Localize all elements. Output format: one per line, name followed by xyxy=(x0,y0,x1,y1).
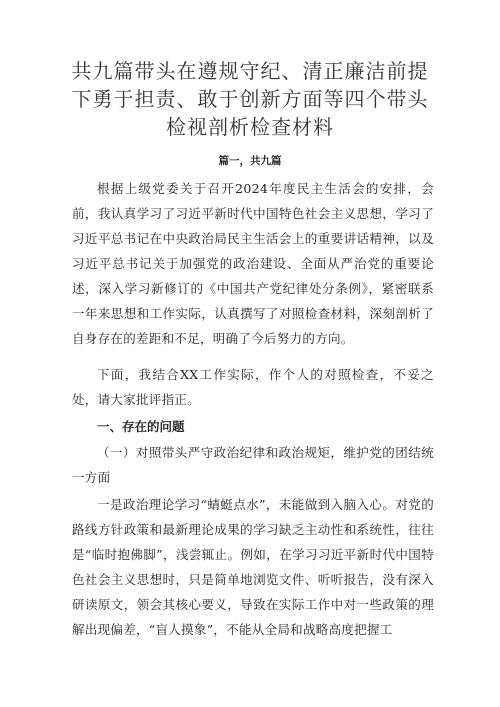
section-heading: 一、存在的问题 xyxy=(97,419,185,434)
document-title: 共九篇带头在遵规守纪、清正廉洁前提下勇于担责、敢于创新方面等四个带头检视剖析检查材料 xyxy=(71,59,429,139)
body-paragraph: 一是政治理论学习“蜻蜓点水”，未能做到入脑入心。对党的路线方针政策和最新理论成果的学习缺乏主动性和系统性，往往是“临时抱佛脚”，浅尝辄止。例如，在学习习近平新时代中国特色社会主义思想时，只是简单地浏览文件、听听报告，没有深入研读原文，领会其核心要义，导致在实际工作中对一些政策的理解出现偏差，“盲人摸象”，不能从全局和战略高度把握工 xyxy=(72,497,434,637)
document-subtitle: 篇一，共九篇 xyxy=(218,155,282,167)
subsection-paragraph: （一）对照带头严守政治纪律和政治规矩，维护党的团结统一方面 xyxy=(72,445,434,485)
request-paragraph: 下面，我结合XX工作实际，作个人的对照检查，不妥之处，请大家批评指正。 xyxy=(72,367,434,407)
intro-paragraph: 根据上级党委关于召开2024年度民主生活会的安排，会前，我认真学习了习近平新时代中国特色社会主义思想，学习了习近平总书记在中央政治局民主生活会上的重要讲话精神，以及习近平总书记关于加强党的政治建设、全面从严治党的重要论述，深入学习新修订的《中国共产党纪律处分条例》，紧密联系一年来思想和工作实际，认真撰写了对照检查材料，深刻剖析了自身存在的差距和不足，明确了今后努力的方向。 xyxy=(72,181,434,346)
